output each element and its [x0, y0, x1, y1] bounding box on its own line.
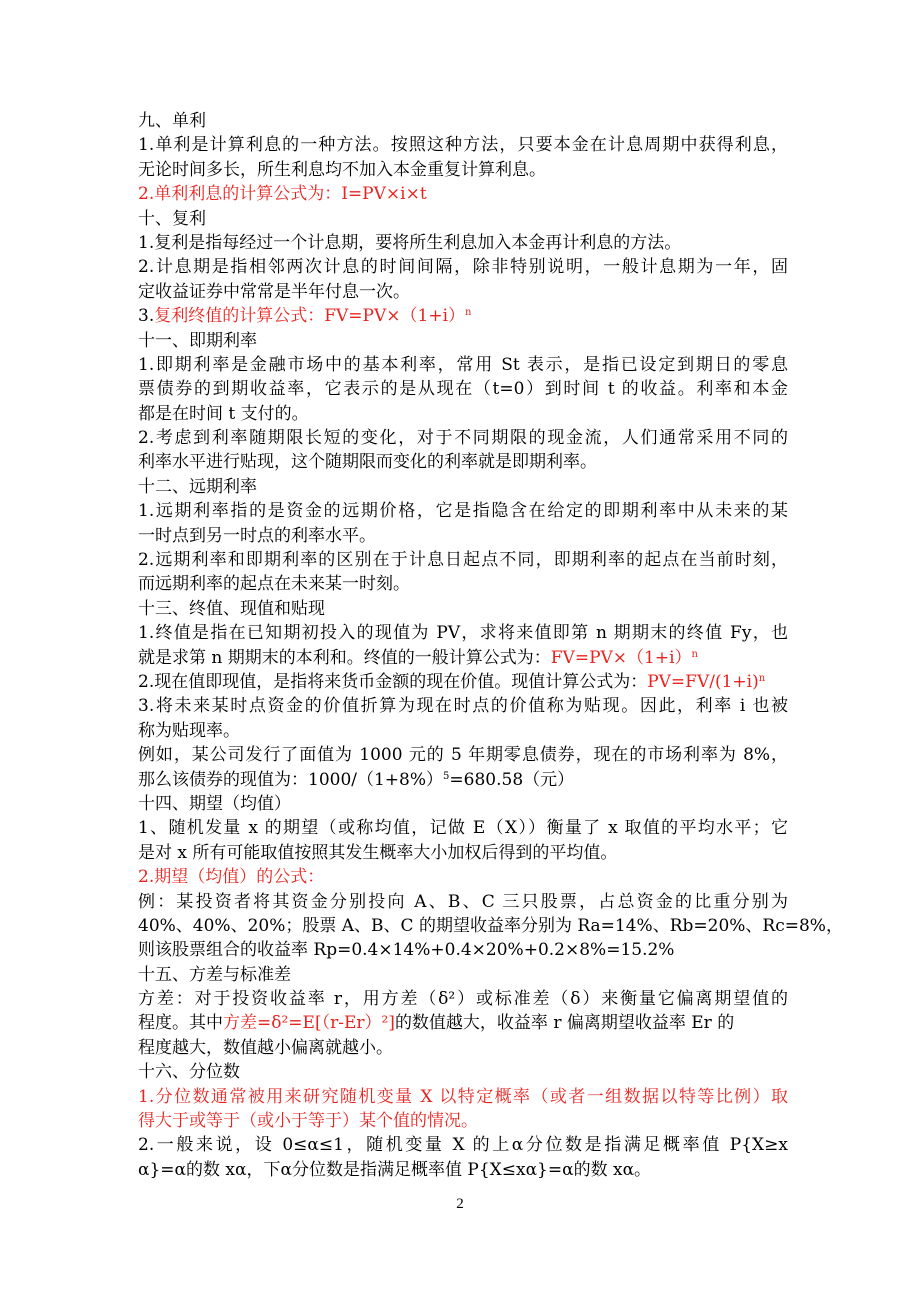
text-line: [138, 694, 788, 718]
text-segment: 1.远期利率指的是资金的远期价格，它是指隐含在给定的即期利率中从未来的某: [138, 501, 788, 522]
text-segment: 2.计息期是指相邻两次计息的时间间隔，除非特别说明，一般计息期为一年，固: [138, 257, 788, 278]
text-line: [138, 963, 788, 987]
text-segment: 2.单利利息的计算公式为：I=PV×i×t: [138, 184, 427, 205]
text-line: [138, 158, 788, 182]
text-segment: =680.58（元）: [449, 769, 575, 790]
text-line: [138, 402, 788, 426]
text-segment: 十二、远期利率: [138, 476, 257, 497]
text-segment: 程度。其中: [138, 1013, 223, 1034]
text-line: [138, 548, 788, 572]
text-segment: PV=FV/(1+i): [647, 671, 759, 692]
text-line: [138, 816, 788, 840]
text-line: [138, 377, 788, 401]
text-segment: 2.一般来说，设 0≤α≤1，随机变量 X 的上α分位数是指满足概率值 P{X≥x: [138, 1135, 788, 1156]
text-line: [138, 890, 788, 914]
text-line: [138, 182, 788, 206]
text-line: [138, 768, 788, 792]
text-line: [138, 1109, 788, 1133]
text-segment: 1.终值是指在已知期初投入的现值为 PV，求将来值即第 n 期期末的终值 Fy，也: [138, 623, 788, 644]
text-line: [138, 450, 788, 474]
text-segment: 是对 x 所有可能取值按照其发生概率大小加权后得到的平均值。: [138, 842, 618, 863]
text-line: [138, 792, 788, 816]
text-line: [138, 524, 788, 548]
text-line: [138, 865, 788, 889]
text-line: [138, 621, 788, 645]
text-segment: 例如，某公司发行了面值为 1000 元的 5 年期零息债券，现在的市场利率为 8%，: [138, 745, 788, 766]
text-line: [138, 426, 788, 450]
text-segment: 定收益证券中常常是半年付息一次。: [138, 281, 410, 302]
text-line: [138, 743, 788, 767]
text-segment: 十三、终值、现值和贴现: [138, 598, 325, 619]
text-segment: 则该股票组合的收益率 Rp=0.4×14%+0.4×20%+0.2×8%=15.2%: [138, 940, 675, 961]
text-segment: α}=α的数 xα，下α分位数是指满足概率值 P{X≤xα}=α的数 xα。: [138, 1159, 652, 1180]
text-segment: 九、单利: [138, 111, 206, 131]
text-segment: 方差：对于投资收益率 r，用方差（δ²）或标准差（δ）来衡量它偏离期望值的: [138, 989, 788, 1010]
text-segment: 十五、方差与标准差: [138, 964, 291, 985]
text-segment: 的数值越大，收益率 r 偏离期望收益率 Er 的: [394, 1013, 735, 1034]
text-line: [138, 719, 788, 743]
text-line: [138, 670, 788, 694]
superscript: n: [691, 648, 698, 660]
text-segment: 2.考虑到利率随期限长短的变化，对于不同期限的现金流，人们通常采用不同的: [138, 428, 788, 449]
text-line: [138, 475, 788, 499]
text-line: [138, 353, 788, 377]
document-body: [138, 109, 843, 1182]
text-segment: 十一、即期利率: [138, 330, 257, 351]
text-segment: 就是求第 n 期期末的本利和。终值的一般计算公式为：: [138, 647, 551, 668]
superscript: n: [465, 307, 472, 319]
text-line: [138, 280, 788, 304]
text-segment: 40%、40%、20%；股票 A、B、C 的期望收益率分别为 Ra=14%、Rb=20%、Rc=8%，: [138, 915, 843, 936]
text-segment: 而远期利率的起点在未来某一时刻。: [138, 574, 410, 595]
text-line: [138, 499, 788, 523]
superscript: 5: [443, 770, 450, 782]
text-segment: 利率水平进行贴现，这个随期限而变化的利率就是即期利率。: [138, 452, 597, 473]
text-line: [138, 329, 788, 353]
text-segment: 1.分位数通常被用来研究随机变量 X 以特定概率（或者一组数据以特等比例）取: [138, 1086, 788, 1107]
text-line: [138, 133, 788, 157]
text-line: [138, 646, 788, 670]
text-line: [138, 938, 788, 962]
text-line: [138, 109, 788, 133]
text-line: [138, 304, 788, 328]
text-line: [138, 1011, 788, 1035]
text-line: [138, 1085, 788, 1109]
text-segment: 票债券的到期收益率，它表示的是从现在（t=0）到时间 t 的收益。利率和本金: [138, 379, 788, 400]
text-segment: 那么该债券的现值为：1000/（1+8%）: [138, 769, 444, 790]
text-segment: 2.现在值即现值，是指将来货币金额的现在价值。现值计算公式为：: [138, 671, 648, 692]
text-line: [138, 987, 788, 1011]
text-line: [138, 207, 788, 231]
text-segment: 称为贴现率。: [138, 720, 240, 741]
text-segment: 1.单利是计算利息的一种方法。按照这种方法，只要本金在计息周期中获得利息，: [138, 135, 788, 156]
text-segment: 1.复利是指每经过一个计息期，要将所生利息加入本金再计利息的方法。: [138, 232, 682, 253]
text-line: [138, 231, 788, 255]
text-line: [138, 597, 788, 621]
text-segment: 十六、分位数: [138, 1062, 240, 1083]
text-line: [138, 841, 788, 865]
text-segment: 十、复利: [138, 208, 206, 229]
text-segment: FV=PV×（1+i）: [550, 647, 692, 668]
text-segment: 程度越大，数值越小偏离就越小。: [138, 1037, 393, 1058]
text-segment: 3.: [138, 306, 155, 327]
text-segment: 无论时间多长，所生利息均不加入本金重复计算利息。: [138, 159, 546, 180]
text-segment: 十四、期望（均值）: [138, 793, 291, 814]
text-segment: 1、随机发量 x 的期望（或称均值，记做 E（X））衡量了 x 取值的平均水平；它: [138, 818, 788, 839]
text-segment: 复利终值的计算公式：FV=PV×（1+i）: [154, 306, 466, 327]
text-line: [138, 1158, 788, 1182]
text-segment: 都是在时间 t 支付的。: [138, 403, 309, 424]
superscript: n: [758, 672, 766, 684]
text-segment: 方差=δ²=E[（r-Er）²]: [223, 1013, 395, 1034]
text-segment: 例：某投资者将其资金分别投向 A、B、C 三只股票，占总资金的比重分别为: [138, 891, 788, 912]
text-line: [138, 1060, 788, 1084]
text-segment: 3.将未来某时点资金的价值折算为现在时点的价值称为贴现。因此，利率 i 也被: [138, 696, 788, 717]
text-segment: 2.远期利率和即期利率的区别在于计息日起点不同，即期利率的起点在当前时刻，: [138, 550, 788, 571]
page-number: 2: [456, 1196, 464, 1212]
text-segment: 一时点到另一时点的利率水平。: [138, 525, 376, 546]
text-segment: 2.期望（均值）的公式：: [138, 867, 325, 888]
text-line: [138, 572, 788, 596]
text-line: [138, 1036, 788, 1060]
text-line: [138, 1133, 788, 1157]
text-segment: 得大于或等于（或小于等于）某个值的情况。: [138, 1111, 478, 1132]
text-segment: 1.即期利率是金融市场中的基本利率，常用 St 表示，是指已设定到期日的零息: [138, 354, 788, 375]
text-line: [138, 255, 788, 279]
text-line: [138, 914, 843, 938]
